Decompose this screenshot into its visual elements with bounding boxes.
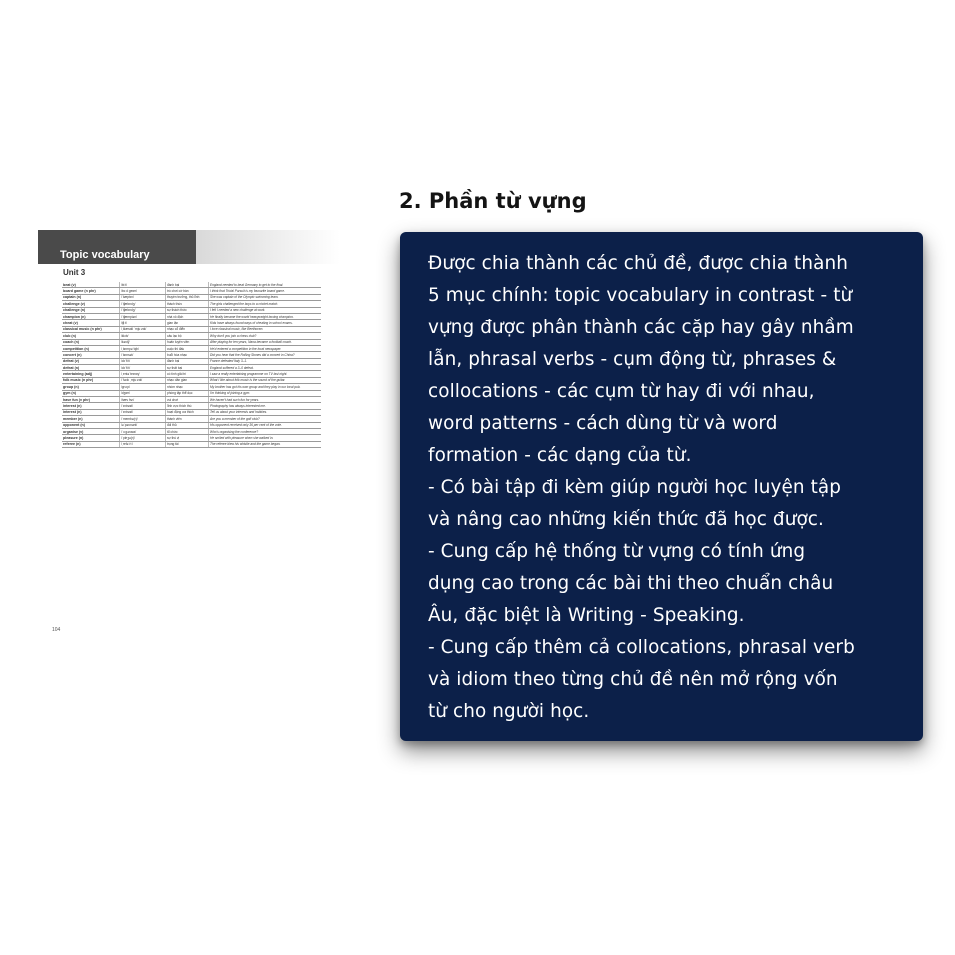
vocab-example: Did you hear that the Rolling Stones did a concert in China? [209, 352, 322, 358]
vocab-word: club (n) [62, 333, 120, 339]
vocab-meaning: gian lận [166, 320, 209, 326]
vocab-example: What I like about folk music is the sound of the guitar. [209, 377, 322, 383]
vocab-ipa: /klʌb/ [120, 333, 166, 339]
vocab-meaning: phòng tập thể dục [166, 390, 209, 396]
vocab-meaning: vui chơi [166, 397, 209, 403]
vocab-example: His opponent received only 36 per cent of the vote. [209, 422, 322, 428]
description-line: - Có bài tập đi kèm giúp người học luyện tập [428, 477, 842, 498]
vocab-ipa: /dɪˈfiːt/ [120, 365, 166, 371]
description-line: - Cung cấp hệ thống từ vựng có tính ứng [428, 541, 806, 562]
vocab-meaning: đối thủ [166, 422, 209, 428]
vocab-ipa: /ˈtʃælɪndʒ/ [120, 307, 166, 313]
vocab-ipa: /ˌklæsɪkl ˈmjuːzɪk/ [120, 326, 166, 332]
vocab-example: I'm thinking of joining a gym. [209, 390, 322, 396]
vocab-ipa: /ˌentəˈteɪnɪŋ/ [120, 371, 166, 377]
vocab-example: England suffered a 3–0 defeat. [209, 365, 322, 371]
vocab-meaning: thành viên [166, 416, 209, 422]
description-line: Được chia thành các chủ đề, được chia thành [428, 253, 848, 274]
vocab-ipa: /ˈɪntrəst/ [120, 403, 166, 409]
vocab-ipa: /ˈkæptɪn/ [120, 294, 166, 300]
vocab-example: He finally became the world heavyweight boxing champion. [209, 313, 322, 319]
vocab-meaning: nhà vô địch [166, 313, 209, 319]
vocab-ipa: /ɡruːp/ [120, 384, 166, 390]
vocab-word: coach (n) [62, 339, 120, 345]
vocab-word: group (n) [62, 384, 120, 390]
vocab-meaning: đánh bại [166, 282, 209, 288]
vocab-ipa: /bɔːd ɡeɪm/ [120, 288, 166, 294]
vocab-meaning: trò chơi cờ bàn [166, 288, 209, 294]
vocab-meaning: cuộc thi đấu [166, 345, 209, 351]
description-card [400, 232, 923, 741]
vocab-meaning: nhóm nhạc [166, 384, 209, 390]
vocab-meaning: đánh bại [166, 358, 209, 364]
vocab-word: opponent (n) [62, 422, 120, 428]
vocab-example: I think that Trivial Pursuit is my favourite board game. [209, 288, 322, 294]
vocab-example: He'd entered a competition in the local newspaper. [209, 345, 322, 351]
vocab-ipa: /ˈtʃæmpiən/ [120, 313, 166, 319]
table-row [62, 441, 321, 447]
vocabulary-table [62, 282, 321, 448]
description-text [428, 248, 903, 728]
vocab-ipa: /ˈpleʒə(r)/ [120, 435, 166, 441]
description-line: dụng cao trong các bài thi theo chuẩn châu [428, 573, 834, 594]
vocab-ipa: /ˌkɒmpəˈtɪʃn/ [120, 345, 166, 351]
vocab-example: The referee blew his whistle and the game began. [209, 441, 322, 447]
vocab-ipa: /tʃiːt/ [120, 320, 166, 326]
vocab-ipa: /hæv fʌn/ [120, 397, 166, 403]
vocab-example: Why don't you join a chess club? [209, 333, 322, 339]
vocab-meaning: sự thú vị [166, 435, 209, 441]
vocab-word: challenge (n) [62, 307, 120, 313]
vocab-ipa: /ˈmembə(r)/ [120, 416, 166, 422]
description-line: vựng được phân thành các cặp hay gây nhầm [428, 317, 854, 338]
vocab-meaning: sự thất bại [166, 365, 209, 371]
vocab-ipa: /ˈɔːɡənaɪz/ [120, 428, 166, 434]
vocab-example: Are you a member of the golf club? [209, 416, 322, 422]
description-line: từ cho người học. [428, 701, 590, 722]
vocab-ipa: /əˈpəʊnənt/ [120, 422, 166, 428]
book-page-image [38, 230, 340, 650]
vocab-ipa: /kəʊtʃ/ [120, 339, 166, 345]
vocab-example: Kids have always found ways of cheating in school exams. [209, 320, 322, 326]
vocab-word: defeat (n) [62, 365, 120, 371]
vocab-word: referee (n) [62, 441, 120, 447]
vocab-example: My brother has got his own group and they play in our local pub. [209, 384, 322, 390]
vocab-example: Photography has always interested me. [209, 403, 322, 409]
vocab-word: challenge (v) [62, 301, 120, 307]
vocab-meaning: nhạc dân gian [166, 377, 209, 383]
vocab-word: have fun (v phr) [62, 397, 120, 403]
vocab-meaning: thuyền trưởng, thủ lĩnh [166, 294, 209, 300]
vocab-meaning: buổi hòa nhạc [166, 352, 209, 358]
vocab-example: Who's organising the conference? [209, 428, 322, 434]
vocab-example: I saw a really entertaining programme on TV last night. [209, 371, 322, 377]
vocab-word: organise (v) [62, 428, 120, 434]
vocab-meaning: nhạc cổ điển [166, 326, 209, 332]
vocab-meaning: lĩnh vực thích thú [166, 403, 209, 409]
description-line: lẫn, phrasal verbs - cụm động từ, phrases & [428, 349, 837, 370]
vocab-word: pleasure (n) [62, 435, 120, 441]
vocab-meaning: thách thức [166, 301, 209, 307]
vocab-meaning: hoạt động ưa thích [166, 409, 209, 415]
vocab-ipa: /ˈkɒnsət/ [120, 352, 166, 358]
description-line: 5 mục chính: topic vocabulary in contrast - từ [428, 285, 853, 306]
vocab-word: folk music (n phr) [62, 377, 120, 383]
unit-label: Unit 3 [63, 268, 86, 277]
description-line: - Cung cấp thêm cả collocations, phrasal verb [428, 637, 855, 658]
vocab-example: She was captain of the Olympic swimming team. [209, 294, 322, 300]
vocab-example: After playing for ten years, Nana became a football coach. [209, 339, 322, 345]
vocab-meaning: tổ chức [166, 428, 209, 434]
vocab-example: France defeated Italy 3–1. [209, 358, 322, 364]
vocab-word: concert (n) [62, 352, 120, 358]
description-line: collocations - các cụm từ hay đi với nhau, [428, 381, 815, 402]
vocab-word: champion (n) [62, 313, 120, 319]
vocab-example: England needed to beat Germany to get to the final. [209, 282, 322, 288]
vocab-example: Tell us about your interests and hobbies. [209, 409, 322, 415]
vocab-word: captain (n) [62, 294, 120, 300]
description-line: word patterns - cách dùng từ và word [428, 413, 778, 434]
vocab-meaning: câu lạc bộ [166, 333, 209, 339]
vocab-word: member (n) [62, 416, 120, 422]
vocab-ipa: /biːt/ [120, 282, 166, 288]
vocab-meaning: sự thách thức [166, 307, 209, 313]
vocab-example: He smiled with pleasure when she walked in. [209, 435, 322, 441]
vocab-word: cheat (v) [62, 320, 120, 326]
page-number: 104 [52, 627, 61, 633]
vocab-word: gym (n) [62, 390, 120, 396]
vocab-ipa: /ˈtʃælɪndʒ/ [120, 301, 166, 307]
vocab-meaning: có tính giải trí [166, 371, 209, 377]
description-line: và idiom theo từng chủ đề nên mở rộng vốn [428, 669, 838, 690]
vocab-word: interest (n) [62, 409, 120, 415]
section-heading: 2. Phần từ vựng [399, 189, 587, 213]
topic-header-fade [196, 230, 340, 264]
vocab-word: defeat (v) [62, 358, 120, 364]
vocab-word: competition (n) [62, 345, 120, 351]
vocab-ipa: /ˈfəʊk ˌmjuːzɪk/ [120, 377, 166, 383]
vocab-example: I felt I needed a new challenge at work. [209, 307, 322, 313]
vocab-ipa: /ˈɪntrəst/ [120, 409, 166, 415]
vocab-ipa: /dɪˈfiːt/ [120, 358, 166, 364]
vocab-example: I love classical music, like Beethoven. [209, 326, 322, 332]
vocab-ipa: /ˌrefəˈriː/ [120, 441, 166, 447]
vocab-word: classical music (n phr) [62, 326, 120, 332]
topic-vocabulary-title: Topic vocabulary [60, 249, 150, 261]
vocab-word: beat (v) [62, 282, 120, 288]
description-line: formation - các dạng của từ. [428, 445, 692, 466]
vocab-ipa: /dʒɪm/ [120, 390, 166, 396]
description-line: Âu, đặc biệt là Writing - Speaking. [428, 605, 745, 626]
vocab-word: entertaining (adj) [62, 371, 120, 377]
vocab-example: We haven't had such fun for years. [209, 397, 322, 403]
description-line: và nâng cao những kiến thức đã học được. [428, 509, 824, 530]
vocab-word: interest (n) [62, 403, 120, 409]
vocab-meaning: huấn luyện viên [166, 339, 209, 345]
vocab-word: board game (n phr) [62, 288, 120, 294]
vocab-example: The girls challenged the boys to a cricket match. [209, 301, 322, 307]
vocab-meaning: trọng tài [166, 441, 209, 447]
